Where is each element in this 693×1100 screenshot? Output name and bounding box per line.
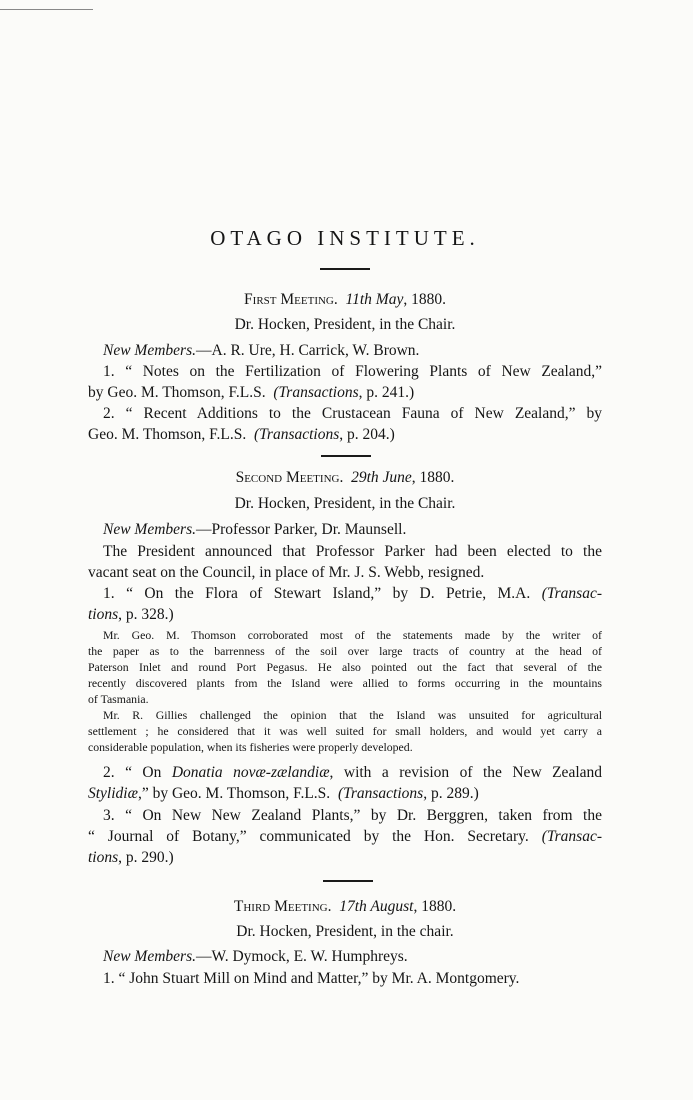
second-meeting-paper-3-line-2: “ Journal of Botany,” communicated by the Hon. Secretary. (Transac-	[88, 828, 602, 845]
page-edge-rule	[0, 9, 93, 10]
third-meeting-new-members: New Members.—W. Dymock, E. W. Humphreys.	[103, 948, 408, 965]
third-meeting-paper-1-line-1: 1. “ John Stuart Mill on Mind and Matter,” by Mr. A. Montgomery.	[103, 970, 520, 987]
first-meeting-paper-2-line-2: Geo. M. Thomson, F.L.S. (Transactions, p. 204.)	[88, 426, 395, 443]
second-meeting-paper-3-line-1: 3. “ On New New Zealand Plants,” by Dr. Berggren, taken from the	[103, 807, 602, 824]
second-meeting-heading: Second Meeting. 29th June, 1880.	[235, 469, 455, 486]
first-meeting-paper-1-line-1: 1. “ Notes on the Fertilization of Flowering Plants of New Zealand,”	[103, 363, 602, 380]
discussion-note-2-line-1: Mr. R. Gillies challenged the opinion that the Island was unsuited for agricultural	[103, 708, 602, 722]
first-meeting-new-members: New Members.—A. R. Ure, H. Carrick, W. Brown.	[103, 342, 420, 359]
third-meeting-chair: Dr. Hocken, President, in the chair.	[236, 923, 454, 940]
section-divider	[323, 880, 373, 882]
third-meeting-heading: Third Meeting. 17th August, 1880.	[233, 898, 457, 915]
discussion-note-2-line-3: considerable population, when its fisheries were properly developed.	[88, 740, 413, 754]
second-meeting-paper-3-line-3: tions, p. 290.)	[88, 849, 174, 866]
second-meeting-paper-1-line-1: 1. “ On the Flora of Stewart Island,” by D. Petrie, M.A. (Transac-	[103, 585, 602, 602]
discussion-note-1-line-5: of Tasmania.	[88, 692, 149, 706]
first-meeting-chair: Dr. Hocken, President, in the Chair.	[234, 316, 456, 333]
first-meeting-heading: First Meeting. 11th May, 1880.	[244, 291, 446, 308]
second-meeting-announcement-line-2: vacant seat on the Council, in place of Mr. J. S. Webb, resigned.	[88, 564, 485, 581]
page-title: OTAGO INSTITUTE.	[210, 226, 480, 250]
second-meeting-announcement-line-1: The President announced that Professor Parker had been elected to the	[103, 543, 602, 560]
second-meeting-new-members: New Members.—Professor Parker, Dr. Maunsell.	[103, 521, 407, 538]
discussion-note-1-line-1: Mr. Geo. M. Thomson corroborated most of the statements made by the writer of	[103, 628, 602, 642]
discussion-note-1-line-4: recently discovered plants from the Island were allied to forms occurring in the mountains	[88, 676, 602, 690]
second-meeting-paper-1-line-2: tions, p. 328.)	[88, 606, 174, 623]
discussion-note-1-line-3: Paterson Inlet and round Port Pegasus. He also pointed out the fact that several of the	[88, 660, 602, 674]
first-meeting-paper-1-line-2: by Geo. M. Thomson, F.L.S. (Transactions, p. 241.)	[88, 384, 415, 401]
section-divider	[321, 455, 371, 457]
discussion-note-1-line-2: the paper as to the barrenness of the soil over large tracts of country at the head of	[88, 644, 602, 658]
second-meeting-paper-2-line-2: Stylidiæ,” by Geo. M. Thomson, F.L.S. (Transactions, p. 289.)	[88, 785, 479, 802]
discussion-note-2-line-2: settlement ; he considered that it was well suited for small holders, and would yet carry a	[88, 724, 602, 738]
first-meeting-paper-2-line-1: 2. “ Recent Additions to the Crustacean Fauna of New Zealand,” by	[103, 405, 602, 422]
title-divider	[320, 268, 370, 270]
second-meeting-paper-2-line-1: 2. “ On Donatia novæ-zælandiæ, with a revision of the New Zealand	[103, 764, 603, 781]
second-meeting-chair: Dr. Hocken, President, in the Chair.	[234, 495, 456, 512]
